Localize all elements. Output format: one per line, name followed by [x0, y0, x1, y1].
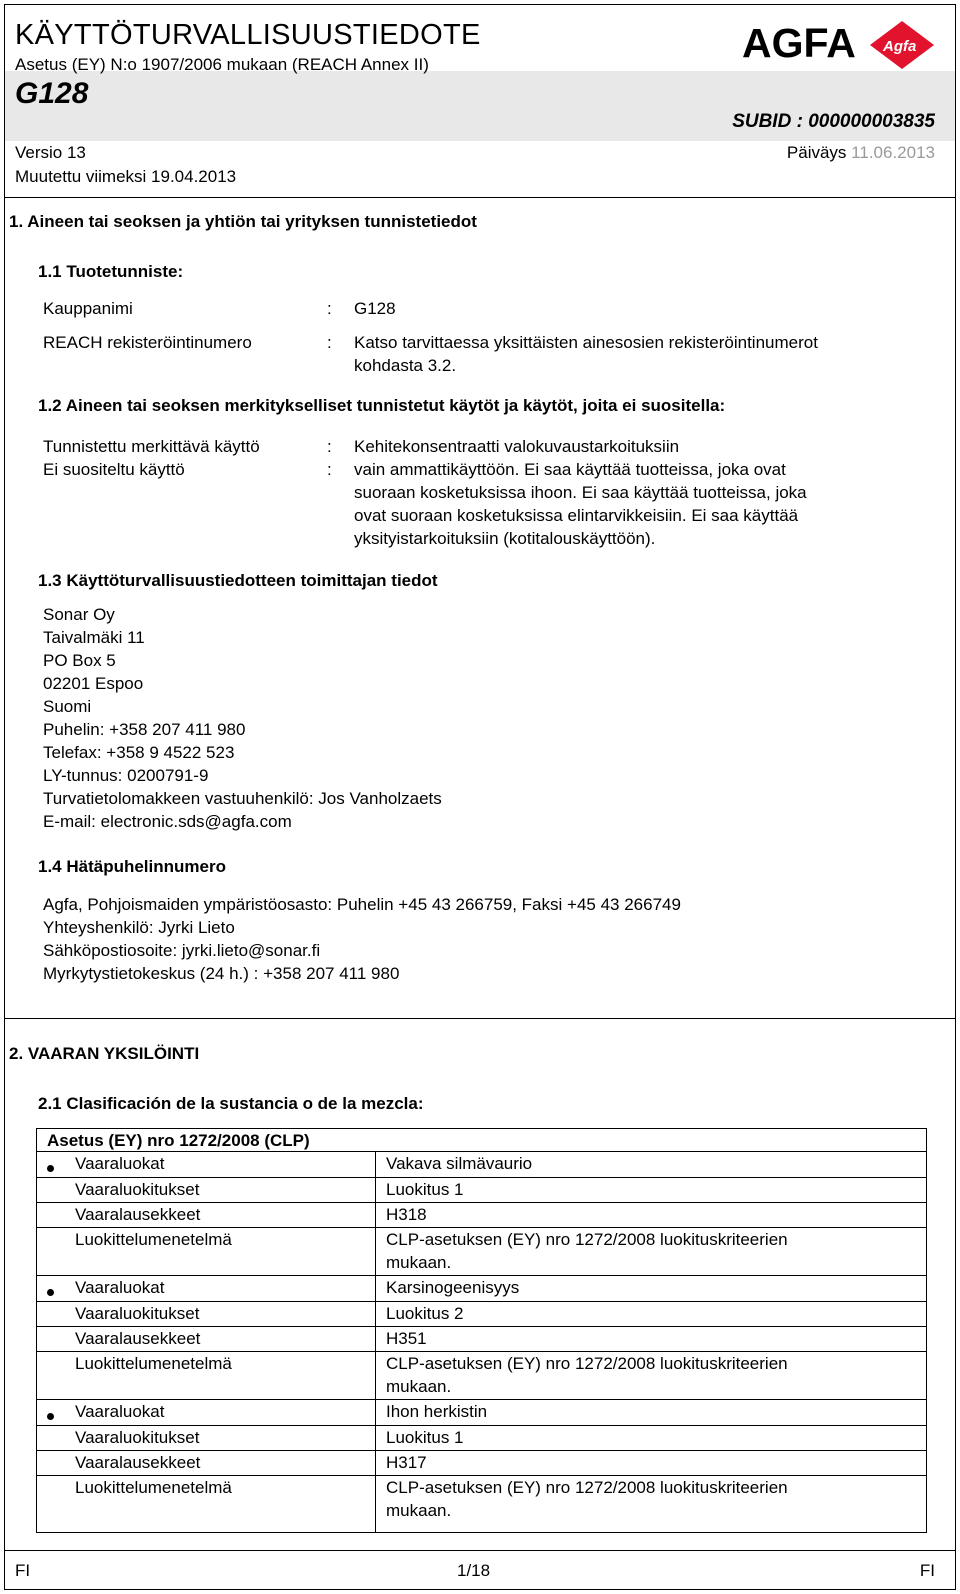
- emergency-line: Yhteyshenkilö: Jyrki Lieto: [43, 918, 235, 937]
- hazard-category-value: Luokitus 1: [386, 1180, 464, 1199]
- supplier-line: Suomi: [43, 697, 92, 716]
- hazard-statement-label: Vaaralausekkeet: [75, 1205, 201, 1224]
- document-subtitle: Asetus (EY) N:o 1907/2006 mukaan (REACH Annex II): [15, 55, 429, 74]
- not-recommended-line3: ovat suoraan kosketuksissa elintarvikkeisiin. Ei saa käyttää: [354, 506, 799, 525]
- supplier-email: E-mail: electronic.sds@agfa.com: [43, 812, 292, 831]
- supplier-line: Telefax: +358 9 4522 523: [43, 743, 235, 762]
- version: Versio 13: [15, 143, 86, 162]
- identified-use-label: Tunnistettu merkittävä käyttö: [43, 437, 260, 456]
- page-number: 1/18: [457, 1561, 491, 1580]
- reach-number-value-line1: Katso tarvittaessa yksittäisten ainesosien rekisteröintinumerot: [354, 333, 818, 352]
- bullet-icon: [47, 1165, 54, 1172]
- section-1-1-title: 1.1 Tuotetunniste:: [38, 262, 184, 281]
- not-recommended-label: Ei suositeltu käyttö: [43, 460, 185, 479]
- classification-method-value-cont: mukaan.: [386, 1377, 452, 1396]
- logo-badge-text: Agfa: [883, 38, 917, 55]
- product-name: G128: [15, 77, 89, 110]
- section-1-title: 1. Aineen tai seoksen ja yhtiön tai yrityksen tunnistetiedot: [9, 212, 477, 231]
- supplier-line: 02201 Espoo: [43, 674, 144, 693]
- supplier-details: [43, 603, 442, 833]
- classification-method-value: CLP-asetuksen (EY) nro 1272/2008 luokituskriteerien: [386, 1230, 788, 1249]
- hazard-class-label: Vaaraluokat: [75, 1402, 165, 1421]
- clp-table-header-text: Asetus (EY) nro 1272/2008 (CLP): [47, 1131, 310, 1150]
- hazard-statement-value: H318: [386, 1205, 427, 1224]
- section-1-3-title: 1.3 Käyttöturvallisuustiedotteen toimittajan tiedot: [38, 571, 438, 590]
- footer-language-right: FI: [919, 1561, 935, 1580]
- hazard-category-label: Vaaraluokitukset: [75, 1180, 200, 1199]
- footer-divider: [5, 1550, 955, 1551]
- agfa-logo: [742, 19, 942, 74]
- document-title: KÄYTTÖTURVALLISUUSTIEDOTE: [15, 19, 481, 51]
- hazard-statement-label: Vaaralausekkeet: [75, 1329, 201, 1348]
- date-label: Päiväys: [786, 143, 847, 162]
- hazard-statement-label: Vaaralausekkeet: [75, 1453, 201, 1472]
- section-2-title: 2. VAARAN YKSILÖINTI: [9, 1044, 200, 1063]
- classification-method-label: Luokittelumenetelmä: [75, 1230, 232, 1249]
- date-value: 11.06.2013: [851, 143, 935, 162]
- section-2-1-title: 2.1 Clasificación de la sustancia o de la mezcla:: [38, 1094, 424, 1113]
- hazard-class-value: Karsinogeenisyys: [386, 1278, 520, 1297]
- identified-use-colon: :: [327, 437, 332, 456]
- classification-method-value-cont: mukaan.: [386, 1501, 452, 1520]
- classification-method-value: CLP-asetuksen (EY) nro 1272/2008 luokituskriteerien: [386, 1354, 788, 1373]
- classification-method-label: Luokittelumenetelmä: [75, 1354, 232, 1373]
- logo-wordmark: AGFA: [742, 20, 856, 66]
- supplier-line: Sonar Oy: [43, 605, 115, 624]
- footer-language-left: FI: [15, 1561, 31, 1580]
- emergency-line: Agfa, Pohjoismaiden ympäristöosasto: Puhelin +45 43 266759, Faksi +45 43 266749: [43, 895, 681, 914]
- hazard-category-label: Vaaraluokitukset: [75, 1428, 200, 1447]
- reach-number-colon: :: [327, 333, 332, 352]
- hazard-class-value: Ihon herkistin: [386, 1402, 488, 1421]
- hazard-category-value: Luokitus 1: [386, 1428, 464, 1447]
- hazard-class-value: Vakava silmävaurio: [386, 1154, 533, 1173]
- supplier-line: Puhelin: +358 207 411 980: [43, 720, 246, 739]
- supplier-line: Taivalmäki 11: [43, 628, 145, 647]
- emergency-line: Myrkytystietokeskus (24 h.) : +358 207 411 980: [43, 964, 400, 983]
- classification-method-label: Luokittelumenetelmä: [75, 1478, 232, 1497]
- classification-method-value: CLP-asetuksen (EY) nro 1272/2008 luokituskriteerien: [386, 1478, 788, 1497]
- section-1-4-title: 1.4 Hätäpuhelinnumero: [38, 857, 226, 876]
- trade-name-label: Kauppanimi: [43, 299, 133, 318]
- last-modified: Muutettu viimeksi 19.04.2013: [15, 167, 237, 186]
- bullet-icon: [47, 1289, 54, 1296]
- clp-classification-table: [36, 1128, 927, 1533]
- hazard-statement-value: H317: [386, 1453, 427, 1472]
- clp-table-header: [37, 1129, 926, 1152]
- emergency-details: [43, 893, 681, 985]
- sds-page: [4, 4, 956, 1590]
- not-recommended-line1: vain ammattikäyttöön. Ei saa käyttää tuotteissa, joka ovat: [354, 460, 786, 479]
- supplier-line: Turvatietolomakkeen vastuuhenkilö: Jos Vanholzaets: [43, 789, 442, 808]
- reach-number-label: REACH rekisteröintinumero: [43, 333, 252, 352]
- hazard-class-label: Vaaraluokat: [75, 1278, 165, 1297]
- emergency-line: Sähköpostiosoite: jyrki.lieto@sonar.fi: [43, 941, 321, 960]
- hazard-class-label: Vaaraluokat: [75, 1154, 165, 1173]
- supplier-line: LY-tunnus: 0200791-9: [43, 766, 209, 785]
- agfa-logo-graphic: [742, 19, 942, 69]
- section-divider: [5, 1018, 955, 1019]
- section-1-2-title: 1.2 Aineen tai seoksen merkitykselliset tunnistetut käytöt ja käytöt, joita ei suositella:: [38, 396, 726, 415]
- not-recommended-line2: suoraan kosketuksissa ihoon. Ei saa käyttää tuotteissa, joka: [354, 483, 807, 502]
- issue-date: [787, 143, 935, 163]
- hazard-category-label: Vaaraluokitukset: [75, 1304, 200, 1323]
- identified-use-value: Kehitekonsentraatti valokuvaustarkoituksiin: [354, 437, 680, 456]
- hazard-statement-value: H351: [386, 1329, 427, 1348]
- trade-name-colon: :: [327, 299, 332, 318]
- subid: SUBID : 000000003835: [732, 111, 935, 132]
- reach-number-value-line2: kohdasta 3.2.: [354, 356, 457, 375]
- trade-name-value: G128: [354, 299, 396, 318]
- classification-method-value-cont: mukaan.: [386, 1253, 452, 1272]
- not-recommended-line4: yksityistarkoituksiin (kotitalouskäyttöön).: [354, 529, 656, 548]
- not-recommended-colon: :: [327, 460, 332, 479]
- bullet-icon: [47, 1413, 54, 1420]
- hazard-category-value: Luokitus 2: [386, 1304, 464, 1323]
- supplier-line: PO Box 5: [43, 651, 116, 670]
- header-divider: [5, 197, 955, 198]
